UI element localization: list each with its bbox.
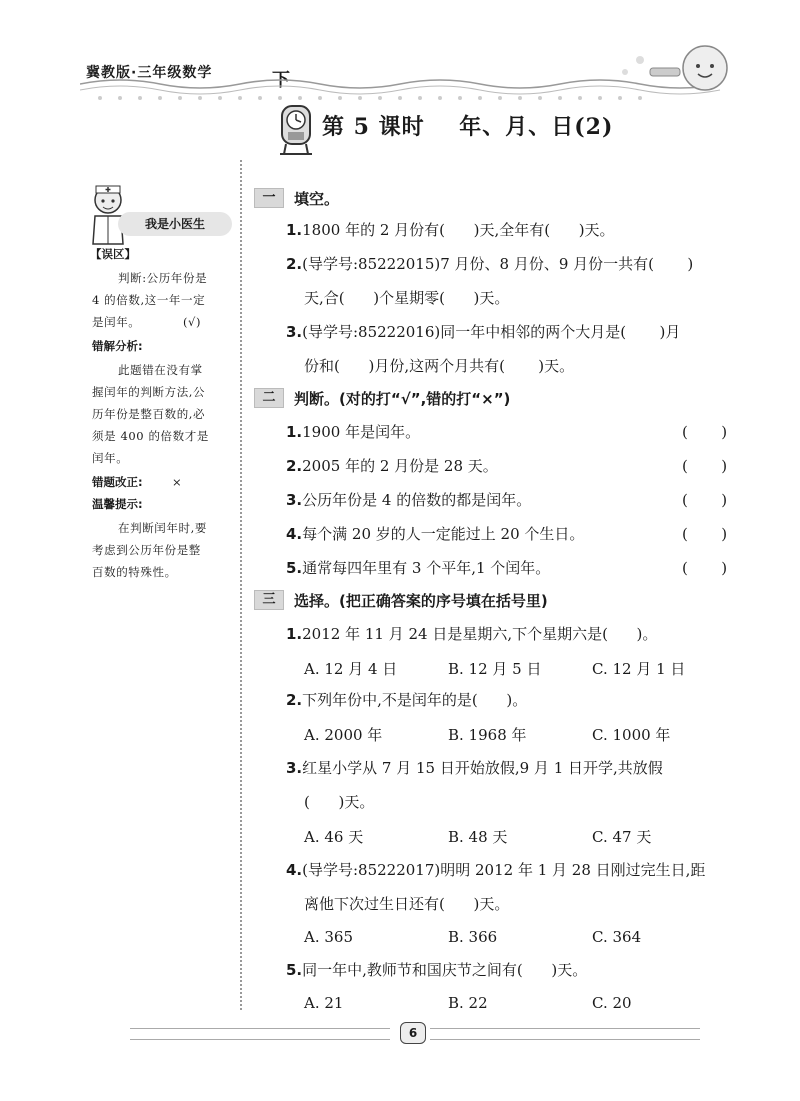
question-text: (导学号:85222015)7 月份、8 月份、9 月份一共有( ) <box>302 255 694 273</box>
question-line <box>286 490 531 510</box>
option-b: B. 366 <box>448 928 498 946</box>
question-number: 2. <box>286 255 303 273</box>
tip-line: 在判断闰年时,要 <box>118 521 207 535</box>
option-a: A. 365 <box>304 928 353 946</box>
question-text: 2012 年 11 月 24 日是星期六,下个星期六是( )。 <box>302 625 658 643</box>
tip-label: 温馨提示: <box>92 497 143 511</box>
question-line <box>304 356 574 376</box>
question-line <box>304 288 509 308</box>
option-c: C. 20 <box>592 994 632 1012</box>
question-line <box>304 792 374 812</box>
question-line <box>286 860 705 880</box>
question-line <box>286 960 587 980</box>
option-c: C. 12 月 1 日 <box>592 660 686 678</box>
option-a: A. 21 <box>304 994 344 1012</box>
question-number: 2. <box>286 691 303 709</box>
question-text: 下列年份中,不是闰年的是( )。 <box>302 691 528 709</box>
page-number: 6 <box>400 1022 426 1044</box>
analysis-line: 此题错在没有掌 <box>118 363 203 377</box>
question-text: (导学号:85222017)明明 2012 年 1 月 28 日刚过完生日,距 <box>302 861 706 879</box>
question-text: 公历年份是 4 的倍数的都是闰年。 <box>302 491 532 509</box>
question-line <box>286 758 663 778</box>
error-zone-label: 【误区】 <box>90 247 136 261</box>
option-a: A. 46 天 <box>304 828 364 846</box>
question-line <box>286 456 498 476</box>
tip-line: 百数的特殊性。 <box>92 565 177 579</box>
option-b: B. 48 天 <box>448 828 508 846</box>
analysis-label: 错解分析: <box>92 339 143 353</box>
volume-label: 下 <box>272 70 290 91</box>
section-number: 二 <box>254 388 284 408</box>
tip-line: 考虑到公历年份是整 <box>92 543 201 557</box>
question-line <box>286 690 527 710</box>
option-b: B. 12 月 5 日 <box>448 660 542 678</box>
answer-paren: ( ) <box>682 491 728 509</box>
correction-value: × <box>172 475 182 489</box>
footer-rule-right <box>430 1028 700 1040</box>
question-number: 3. <box>286 759 303 777</box>
section-title: 填空。 <box>294 190 340 208</box>
option-a: A. 2000 年 <box>304 726 383 744</box>
question-text: 通常每四年里有 3 个平年,1 个闰年。 <box>302 559 551 577</box>
correction-label: 错题改正: <box>92 475 143 489</box>
question-number: 2. <box>286 457 303 475</box>
question-line <box>286 558 550 578</box>
column-divider <box>240 160 242 1010</box>
series-title: 冀教版·三年级数学 <box>86 65 213 81</box>
option-c: C. 364 <box>592 928 642 946</box>
question-number: 1. <box>286 625 303 643</box>
analysis-line: 闰年。 <box>92 451 129 465</box>
analysis-line: 历年份是整百数的,必 <box>92 407 206 421</box>
question-line <box>286 322 680 342</box>
error-zone-line: 判断:公历年份是 <box>118 271 208 285</box>
option-b: B. 1968 年 <box>448 726 527 744</box>
lesson-title: 第 5 课时 年、月、日(2) <box>322 114 614 140</box>
question-line <box>286 524 584 544</box>
question-number: 5. <box>286 961 303 979</box>
question-number: 3. <box>286 323 303 341</box>
doctor-banner: 我是小医生 <box>118 212 232 236</box>
question-text: (导学号:85222016)同一年中相邻的两个大月是( )月 <box>302 323 681 341</box>
question-line <box>286 254 693 274</box>
footer-rule-left <box>130 1028 390 1040</box>
answer-paren: ( ) <box>682 559 728 577</box>
question-text: ( )天。 <box>304 793 375 811</box>
question-text: 2005 年的 2 月份是 28 天。 <box>302 457 498 475</box>
option-c: C. 47 天 <box>592 828 652 846</box>
question-text: 每个满 20 岁的人一定能过上 20 个生日。 <box>302 525 585 543</box>
analysis-line: 握闰年的判断方法,公 <box>92 385 206 399</box>
option-b: B. 22 <box>448 994 488 1012</box>
question-number: 5. <box>286 559 303 577</box>
question-text: 1900 年是闰年。 <box>302 423 421 441</box>
clock-icon <box>276 104 316 156</box>
section-number: 三 <box>254 590 284 610</box>
section-title: 判断。(对的打“√”,错的打“×”) <box>294 390 511 408</box>
section-number: 一 <box>254 188 284 208</box>
question-text: 天,合( )个星期零( )天。 <box>304 289 510 307</box>
question-number: 1. <box>286 423 303 441</box>
option-a: A. 12 月 4 日 <box>304 660 398 678</box>
question-text: 同一年中,教师节和国庆节之间有( )天。 <box>302 961 588 979</box>
error-zone-line: 4 的倍数,这一年一定 <box>92 293 206 307</box>
question-text: 1800 年的 2 月份有( )天,全年有( )天。 <box>302 221 615 239</box>
analysis-line: 须是 400 的倍数才是 <box>92 429 209 443</box>
question-line <box>286 220 615 240</box>
question-number: 3. <box>286 491 303 509</box>
question-line <box>286 422 420 442</box>
answer-paren: ( ) <box>682 525 728 543</box>
answer-paren: ( ) <box>682 457 728 475</box>
question-number: 4. <box>286 525 303 543</box>
cartoon-corner-icon <box>610 38 740 98</box>
question-number: 4. <box>286 861 303 879</box>
question-number: 1. <box>286 221 303 239</box>
option-c: C. 1000 年 <box>592 726 671 744</box>
question-line <box>304 894 509 914</box>
error-zone-line: 是闰年。 (√) <box>92 315 202 329</box>
question-line <box>286 624 657 644</box>
section-title: 选择。(把正确答案的序号填在括号里) <box>294 592 548 610</box>
answer-paren: ( ) <box>682 423 728 441</box>
question-text: 份和( )月份,这两个月共有( )天。 <box>304 357 575 375</box>
question-text: 红星小学从 7 月 15 日开始放假,9 月 1 日开学,共放假 <box>302 759 663 777</box>
question-text: 离他下次过生日还有( )天。 <box>304 895 510 913</box>
